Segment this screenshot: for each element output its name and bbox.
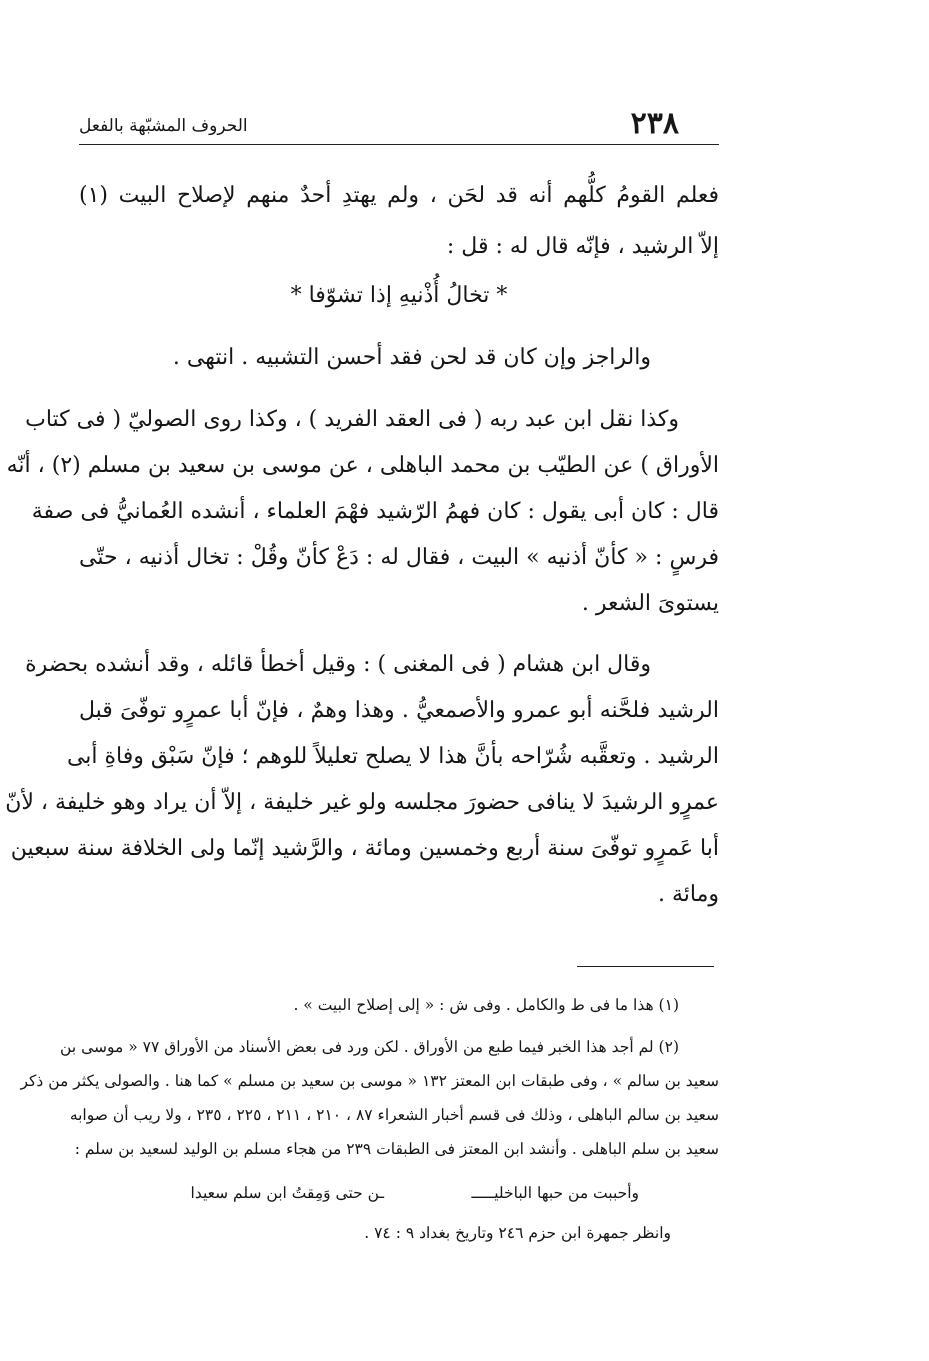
- text-line: وكذا نقل ابن عبد ربه ( فى العقد الفريد ) ، وكذا روى الصوليّ ( فى كتاب: [25, 407, 679, 432]
- verse-text: * تخالُ أُذْنيهِ إذا تشوّفا *: [290, 283, 508, 308]
- text-line: إلاّ الرشيد ، فإنّه قال له : قل :: [446, 234, 719, 259]
- page-number: ٢٣٨: [630, 106, 679, 141]
- page-header: [79, 104, 719, 145]
- footnote-2-line: (٢) لم أجد هذا الخبر فيما طبع من الأوراق . لكن ورد فى بعض الأسناد من الأوراق ٧٧ « موسى بن: [60, 1038, 679, 1056]
- text-line: عمرٍو الرشيدَ لا ينافى حضورَ مجلسه ولو غير خليفة ، إلاّ أن يراد وهو خليفة ، لأنّ: [5, 790, 719, 815]
- text-line: الأوراق ) عن الطيّب بن محمد الباهلى ، عن موسى بن سعيد بن مسلم (٢) ، أنّه: [6, 453, 719, 478]
- text-line: يستوىَ الشعر .: [581, 591, 719, 616]
- text-line: أبا عَمرٍو توفّىَ سنة أربع وخمسين ومائة ، والرَّشيد إنّما ولى الخلافة سنة سبعين: [10, 836, 719, 861]
- text-line: قال : كان أبى يقول : كان فهمُ الرّشيد فهْمَ العلماء ، أنشده العُمانيُّ فى صفة: [31, 499, 719, 524]
- footnote-2-line: سعيد بن سلم الباهلى . وأنشد ابن المعتز فى الطبقات ٢٣٩ من هجاء مسلم بن الوليد لسعيد بن سلم :: [74, 1140, 719, 1158]
- running-title: الحروف المشبّهة بالفعل: [79, 116, 248, 136]
- text-line: ومائة .: [657, 882, 719, 907]
- footnote-closing-reference: وانظر جمهرة ابن حزم ٢٤٦ وتاريخ بغداد ٩ : ٧٤ .: [364, 1224, 671, 1242]
- text-line: الرشيد . وتعقَّبه شُرّاحه بأنَّ هذا لا يصلح تعليلاً للوهم ؛ فإنّ سَبْق وفاةِ أبى: [66, 744, 719, 769]
- text-line: فرسٍ : « كأنّ أذنيه » البيت ، فقال له : دَعْ كأنّ وقُلْ : تخال أذنيه ، حتّى: [79, 545, 719, 570]
- footnote-separator: [577, 966, 714, 967]
- text-line: وقال ابن هشام ( فى المغنى ) : وقيل أخطأ قائله ، وقد أنشده بحضرة: [25, 652, 651, 677]
- footnote-2-line: سعيد بن سالم الباهلى ، وذلك فى قسم أخبار الشعراء ٨٧ ، ٢١٠ ، ٢١١ ، ٢٢٥ ، ٢٣٥ ، ولا ريب أن صوابه: [69, 1106, 719, 1124]
- footnote-2-line: سعيد بن سالم » ، وفى طبقات ابن المعتز ١٣٢ « موسى بن سعيد بن مسلم » كما هنا . والصولى يكثر من ذكر: [20, 1072, 719, 1090]
- text-line: والراجز وإن كان قد لحن فقد أحسن التشبيه . انتهى .: [172, 345, 651, 370]
- text-line: الرشيد فلحَّنه أبو عمرو والأصمعيُّ . وهذا وهمٌ ، فإنّ أبا عمرٍو توفّىَ قبل: [79, 698, 719, 723]
- footnote-verse-first-hemistich: وأحببت من حبها الباخليـــــ: [471, 1184, 639, 1202]
- text-line: فعلم القومُ كلُّهم أنه قد لحَن ، ولم يهتدِ أحدٌ منهم لإصلاح البيت (١): [79, 183, 719, 208]
- footnote-1: (١) هذا ما فى ط والكامل . وفى ش : « إلى إصلاح البيت » .: [293, 996, 679, 1014]
- footnote-verse-second-hemistich: ـن حتى وَمِقتُ ابن سلم سعيدا: [190, 1184, 384, 1202]
